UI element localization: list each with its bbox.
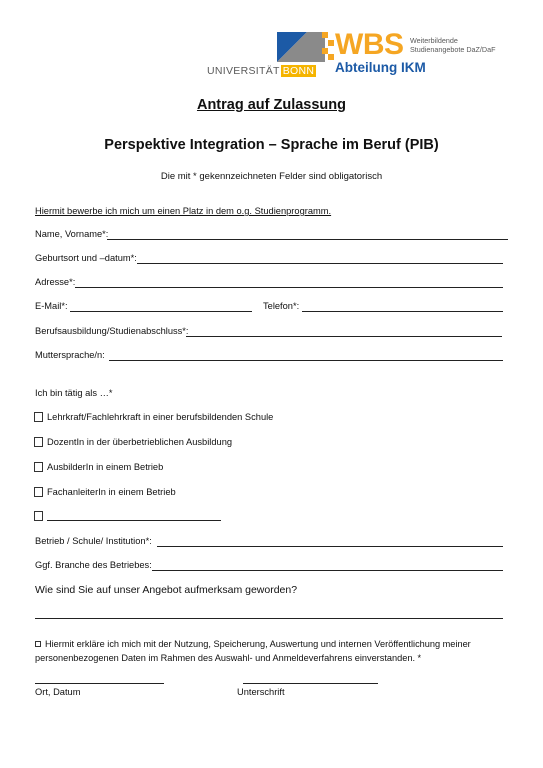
- occupation-checkbox-other[interactable]: [34, 511, 43, 521]
- university-name: UNIVERSITÄT: [207, 65, 280, 77]
- place-date-label: Ort, Datum: [35, 687, 81, 697]
- education-label: Berufsausbildung/Studienabschluss*:: [35, 326, 189, 336]
- mother-tongue-field[interactable]: [109, 360, 503, 361]
- wbs-wordmark: WBS: [335, 28, 404, 61]
- company-field[interactable]: [157, 546, 503, 547]
- phone-label: Telefon*:: [263, 301, 300, 311]
- required-fields-note: Die mit * gekennzeichneten Felder sind obligatorisch: [160, 171, 383, 182]
- referral-field[interactable]: [35, 618, 503, 619]
- branch-field[interactable]: [152, 570, 503, 571]
- address-label: Adresse*:: [35, 277, 76, 287]
- consent-statement: [35, 637, 505, 665]
- consent-checkbox[interactable]: [35, 641, 41, 647]
- consent-text: Hiermit erkläre ich mich mit der Nutzung, Speicherung, Auswertung und internen Veröffentlichung meiner personenbezogenen Daten im Rahmen des Auswahl- und Anmeldeverfahrens einverstanden. *: [35, 639, 471, 663]
- occupation-option-label: AusbilderIn in einem Betrieb: [47, 462, 164, 472]
- email-label: E-Mail*:: [35, 301, 68, 311]
- wbs-logo: [322, 29, 522, 77]
- company-label: Betrieb / Schule/ Institution*:: [35, 536, 152, 546]
- occupation-checkbox-trainer[interactable]: [34, 462, 43, 472]
- birth-field[interactable]: [137, 263, 503, 264]
- university-city: BONN: [282, 65, 315, 77]
- occupation-checkbox-vocational-teacher[interactable]: [34, 412, 43, 422]
- occupation-option-label: FachanleiterIn in einem Betrieb: [47, 487, 176, 497]
- education-field[interactable]: [186, 336, 502, 337]
- university-bonn-logo: [207, 32, 325, 78]
- occupation-question: Ich bin tätig als …*: [35, 388, 113, 398]
- wbs-subtitle-line-1: Weiterbildende: [410, 36, 458, 45]
- email-field[interactable]: [70, 311, 252, 312]
- occupation-checkbox-instructor[interactable]: [34, 487, 43, 497]
- name-label: Name, Vorname*:: [35, 229, 109, 239]
- occupation-option-label: DozentIn in der überbetrieblichen Ausbildung: [47, 437, 233, 447]
- address-field[interactable]: [75, 287, 503, 288]
- department-name: Abteilung IKM: [335, 60, 426, 75]
- program-title: Perspektive Integration – Sprache im Beruf (PIB): [104, 137, 439, 153]
- referral-question: Wie sind Sie auf unser Angebot aufmerksam geworden?: [35, 584, 298, 596]
- occupation-option-label: Lehrkraft/Fachlehrkraft in einer berufsbildenden Schule: [47, 412, 274, 422]
- name-field[interactable]: [107, 239, 508, 240]
- place-date-field[interactable]: [35, 683, 164, 684]
- branch-label: Ggf. Branche des Betriebes:: [35, 560, 152, 570]
- university-bonn-wordmark: [207, 65, 316, 77]
- intro-statement: Hiermit bewerbe ich mich um einen Platz in dem o.g. Studienprogramm.: [35, 206, 332, 216]
- page-title: Antrag auf Zulassung: [196, 97, 347, 113]
- mother-tongue-label: Muttersprache/n:: [35, 350, 105, 360]
- birth-label: Geburtsort und –datum*:: [35, 253, 137, 263]
- phone-field[interactable]: [302, 311, 503, 312]
- signature-field[interactable]: [243, 683, 378, 684]
- occupation-checkbox-lecturer[interactable]: [34, 437, 43, 447]
- university-bonn-emblem: [277, 32, 325, 62]
- wbs-logo-mark: [322, 32, 334, 60]
- wbs-subtitle: [410, 36, 496, 54]
- signature-label: Unterschrift: [237, 687, 285, 697]
- occupation-other-field[interactable]: [47, 520, 221, 521]
- wbs-subtitle-line-2: Studienangebote DaZ/DaF: [410, 45, 496, 54]
